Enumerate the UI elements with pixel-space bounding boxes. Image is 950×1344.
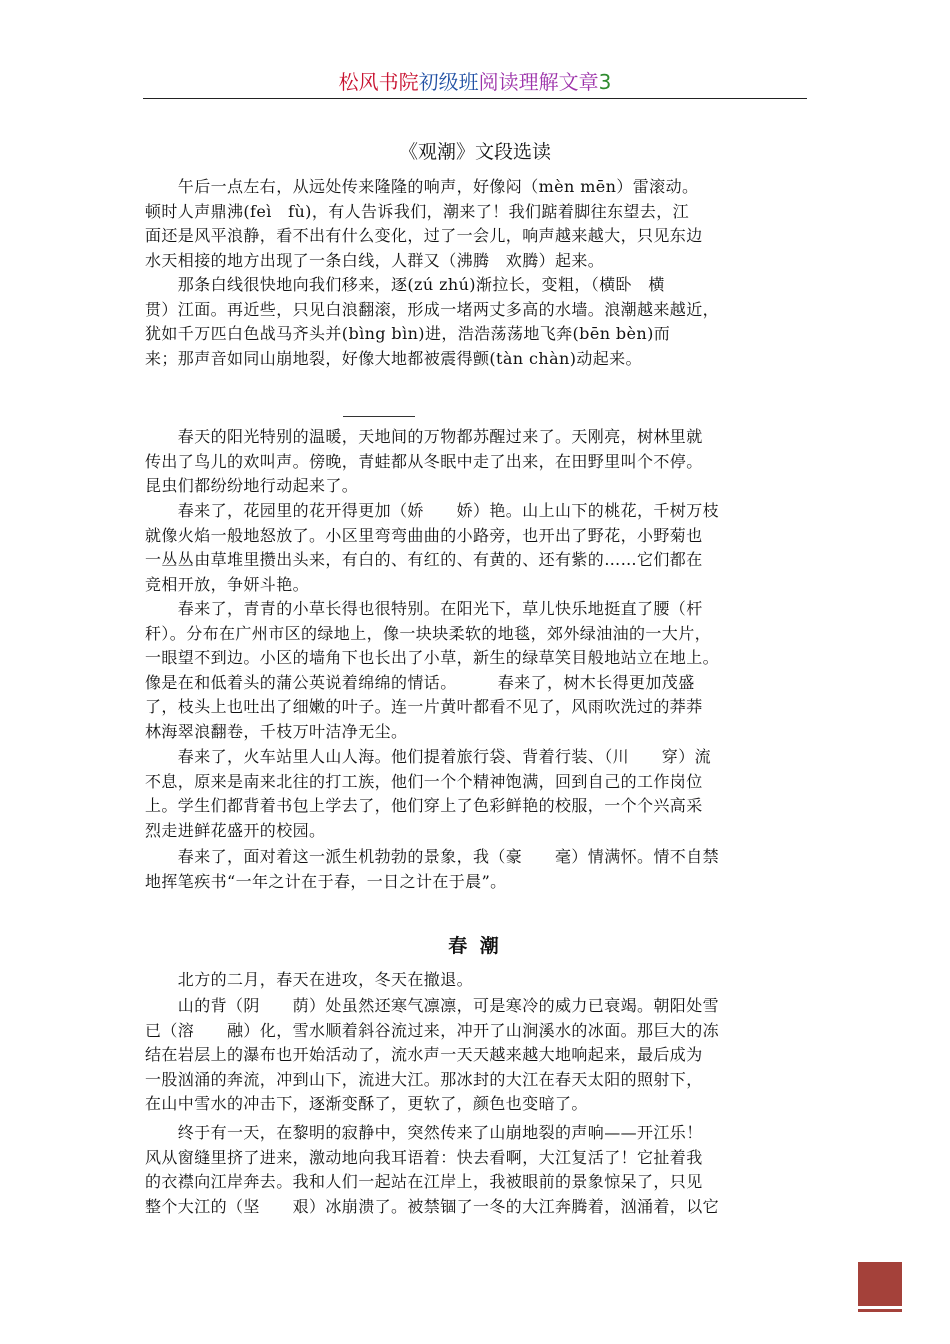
text-line: 春来了，花园里的花开得更加（娇 娇）艳。山上山下的桃花，千树万枝 bbox=[145, 501, 720, 520]
paragraph bbox=[145, 994, 809, 1117]
text-line: 烈走进鲜花盛开的校园。 bbox=[145, 820, 326, 840]
text-line: 林海翠浪翻卷，千枝万叶洁净无尘。 bbox=[145, 721, 408, 741]
text-line: 风从窗缝里挤了进来，激动地向我耳语着：快去看啊，大江复活了！它扯着我 bbox=[145, 1147, 703, 1167]
text-line: 结在岩层上的瀑布也开始活动了，流水声一天天越来越大地响起来，最后成为 bbox=[145, 1045, 703, 1064]
header-class-level: 初级班 bbox=[418, 70, 479, 94]
text-line: 春来了，火车站里人山人海。他们提着旅行袋、背着行装、（川 穿）流 bbox=[145, 747, 712, 766]
header-article-word: 文章 bbox=[558, 70, 599, 94]
text-line: 春来了，青青的小草长得也很特别。在阳光下，草儿快乐地挺直了腰（杆 bbox=[145, 599, 703, 618]
text-line: 昆虫们都纷纷地行动起来了。 bbox=[145, 476, 359, 495]
text-line: 犹如千万匹白色战马齐头并(bìng bìn)进，浩浩荡荡地飞奔(bēn bèn)而 bbox=[145, 324, 671, 343]
header-divider bbox=[143, 98, 807, 99]
text-line: 上。学生们都背着书包上学去了，他们穿上了色彩鲜艳的校服，一个个兴高采 bbox=[145, 796, 703, 815]
header-article-number: 3 bbox=[598, 70, 612, 94]
paragraph bbox=[145, 1121, 809, 1219]
document-header bbox=[0, 68, 950, 96]
paragraph bbox=[145, 273, 809, 371]
header-school-name: 松风书院 bbox=[338, 70, 419, 94]
text-line: 来；那声音如同山崩地裂，好像大地都被震得颤(tàn chàn)动起来。 bbox=[145, 348, 642, 368]
text-line: 一股汹涌的奔流，冲到山下，流进大江。那冰封的大江在春天太阳的照射下， bbox=[145, 1069, 703, 1089]
text-line: 一丛丛由草堆里攒出头来，有白的、有红的、有黄的、还有紫的……它们都在 bbox=[145, 550, 703, 569]
text-line: 春天的阳光特别的温暖，天地间的万物都苏醒过来了。天刚亮，树林里就 bbox=[145, 427, 703, 446]
text-line: 竞相开放，争妍斗艳。 bbox=[145, 574, 310, 594]
text-line: 北方的二月，春天在进攻，冬天在撤退。 bbox=[145, 970, 474, 989]
text-line: 整个大江的（坚 艰）冰崩溃了。被禁锢了一冬的大江奔腾着，汹涌着，以它 bbox=[145, 1196, 720, 1216]
text-line: 秆）。分布在广州市区的绿地上，像一块块柔软的地毯，郊外绿油油的一大片， bbox=[145, 623, 712, 643]
section-title-chunchao: 春 潮 bbox=[448, 935, 502, 957]
page-corner-stripe bbox=[858, 1306, 902, 1309]
blank-title-line bbox=[343, 416, 415, 417]
text-line: 贯）江面。再近些，只见白浪翻滚，形成一堵两丈多高的水墙。浪潮越来越近， bbox=[145, 299, 720, 319]
paragraph bbox=[145, 968, 809, 993]
text-line: 春来了，面对着这一派生机勃勃的景象，我（豪 毫）情满怀。情不自禁 bbox=[145, 847, 720, 866]
paragraph bbox=[145, 597, 809, 744]
text-line: 在山中雪水的冲击下，逐渐变酥了，更软了，颜色也变暗了。 bbox=[145, 1094, 588, 1113]
text-line: 水天相接的地方出现了一条白线，人群又（沸腾 欢腾）起来。 bbox=[145, 250, 605, 270]
text-line: 就像火焰一般地怒放了。小区里弯弯曲曲的小路旁，也开出了野花，小野菊也 bbox=[145, 525, 703, 545]
text-line: 不息，原来是南来北往的打工族，他们一个个精神饱满，回到自己的工作岗位 bbox=[145, 771, 703, 791]
text-line: 面还是风平浪静，看不出有什么变化，过了一会儿，响声越来越大，只见东边 bbox=[145, 226, 703, 245]
text-line: 地挥笔疾书“一年之计在于春，一日之计在于晨”。 bbox=[145, 871, 507, 891]
text-line: 已（溶 融）化，雪水顺着斜谷流过来，冲开了山涧溪水的冰面。那巨大的冻 bbox=[145, 1020, 720, 1040]
header-subject: 阅读理解 bbox=[478, 70, 559, 94]
paragraph bbox=[145, 845, 809, 894]
text-line: 传出了鸟儿的欢叫声。傍晚，青蛙都从冬眠中走了出来，在田野里叫个不停。 bbox=[145, 451, 703, 471]
text-line: 像是在和低着头的蒲公英说着绵绵的情话。 春来了，树木长得更加茂盛 bbox=[145, 672, 695, 692]
paragraph bbox=[145, 425, 809, 499]
section-title-guanchao: 《观潮》文段选读 bbox=[398, 141, 551, 163]
text-line: 那条白线很快地向我们移来，逐(zú zhú)渐拉长，变粗，（横卧 横 bbox=[145, 275, 665, 294]
text-line: 终于有一天，在黎明的寂静中，突然传来了山崩地裂的声响——开江乐！ bbox=[145, 1123, 703, 1142]
paragraph bbox=[145, 175, 809, 273]
text-line: 一眼望不到边。小区的墙角下也长出了小草，新生的绿草笑目般地站立在地上。 bbox=[145, 648, 720, 667]
text-line: 顿时人声鼎沸(feì fù)，有人告诉我们，潮来了！我们踮着脚往东望去，江 bbox=[145, 201, 690, 221]
paragraph bbox=[145, 745, 809, 843]
text-line: 了，枝头上也吐出了细嫩的叶子。连一片黄叶都看不见了，风雨吹洗过的莽莽 bbox=[145, 697, 703, 716]
text-line: 山的背（阴 荫）处虽然还寒气凛凛，可是寒冷的威力已衰竭。朝阳处雪 bbox=[145, 996, 720, 1015]
text-line: 午后一点左右，从远处传来隆隆的响声，好像闷（mèn mēn）雷滚动。 bbox=[145, 177, 699, 196]
paragraph bbox=[145, 499, 809, 597]
page-corner-decoration bbox=[858, 1262, 902, 1312]
text-line: 的衣襟向江岸奔去。我和人们一起站在江岸上，我被眼前的景象惊呆了，只见 bbox=[145, 1172, 703, 1191]
